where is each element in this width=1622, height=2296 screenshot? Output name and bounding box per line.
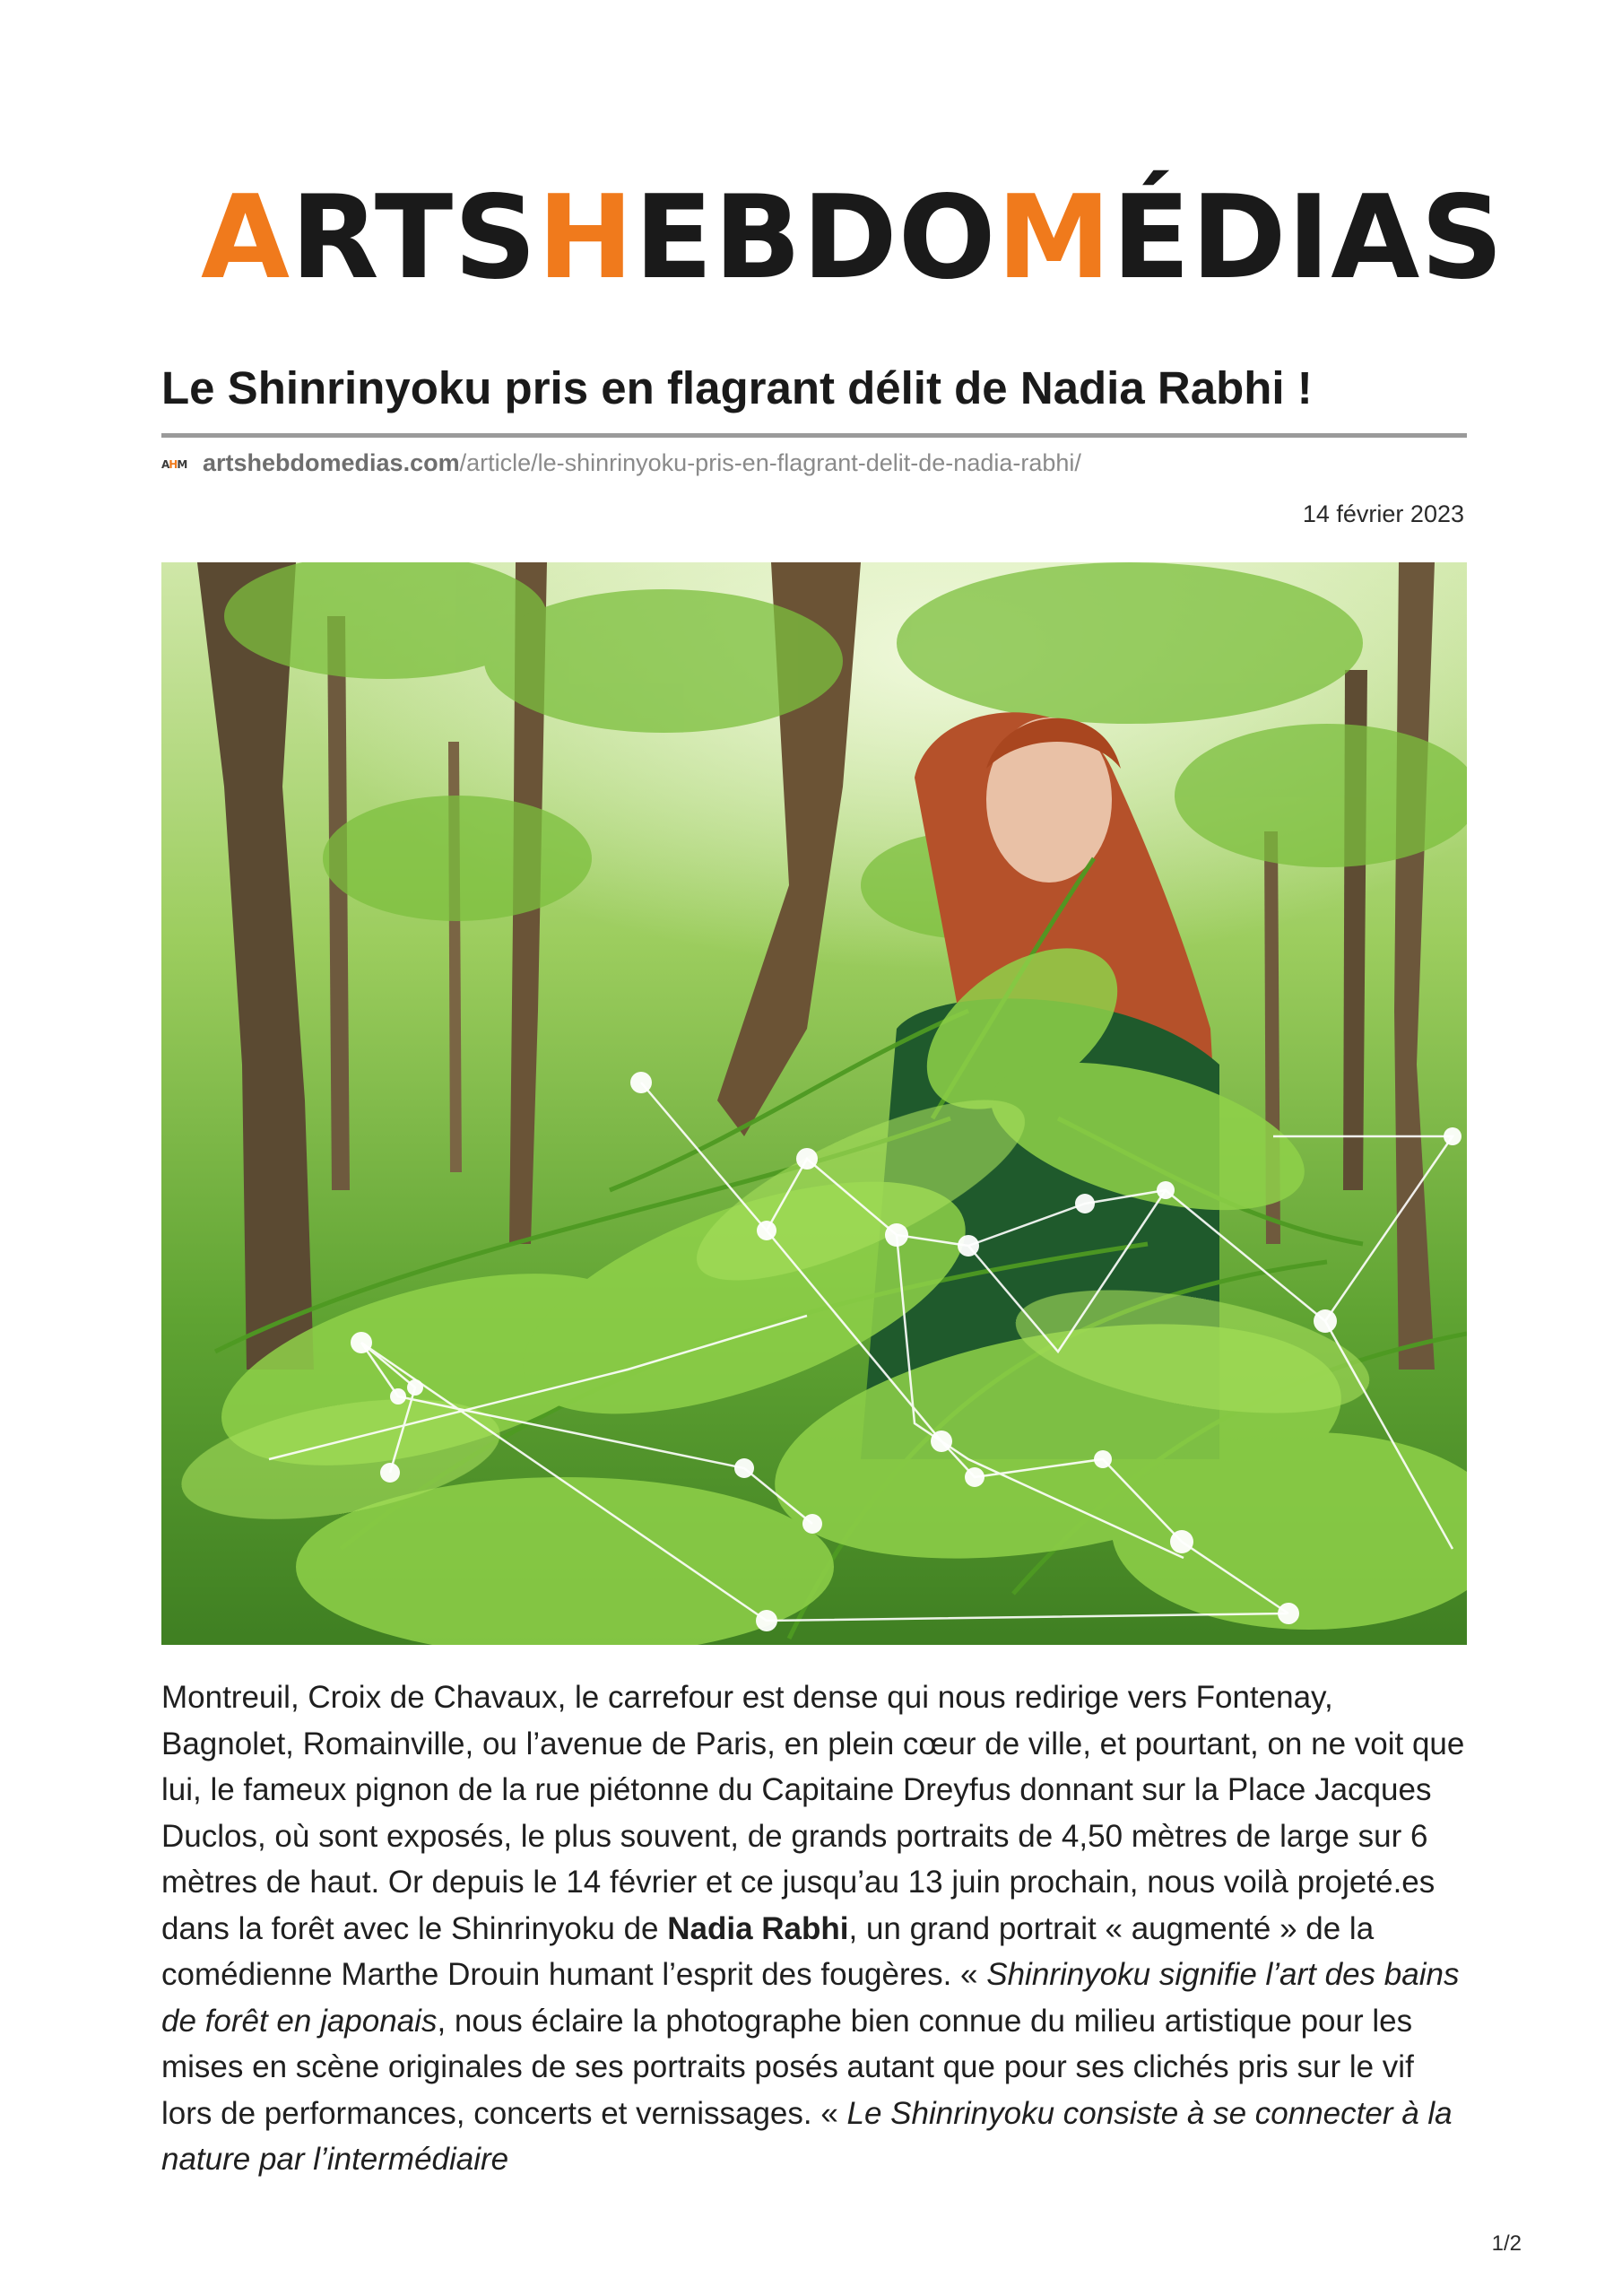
article-photo [161,562,1467,1645]
title-divider [161,433,1467,438]
source-path[interactable]: /article/le-shinrinyoku-pris-en-flagrant-delit-de-nadia-rabhi/ [459,449,1081,476]
article-paragraph [161,1674,1470,2183]
site-logo[interactable] [201,171,1505,305]
paragraph-run: Nadia Rabhi [667,1910,849,1946]
source-domain[interactable]: artshebdomedias.com [203,449,460,476]
logo-part: ÉDIAS [1111,171,1505,305]
article-title: Le Shinrinyoku pris en flagrant délit de Nadia Rabhi ! [161,362,1313,413]
logo-part: A [201,171,291,305]
paragraph-run: , nous éclaire la photographe bien connue du milieu artistique pour les mises en scène originales de ses portraits posés autant que pour ses clichés pris sur le vif lors de performances, concerts et vernissages. « [161,2003,1414,2131]
site-favicon-icon: AHM [161,457,187,471]
logo-part: M [996,171,1112,305]
logo-part: EBDO [634,171,997,305]
logo-part: RTS [291,171,538,305]
paragraph-run: Le Shinrinyoku consiste à se connecter à la nature par l’intermédiaire [161,2095,1453,2177]
logo-part: H [537,171,635,305]
page-number: 1/2 [1491,2231,1522,2256]
source-link[interactable] [161,445,1081,481]
paragraph-run: , un grand portrait « augmenté » de la comédienne Marthe Drouin humant l’esprit des fougères. « [161,1910,1375,1992]
paragraph-run: Shinrinyoku signifie l’art des bains de forêt en japonais [161,1957,1460,2039]
paragraph-run: Montreuil, Croix de Chavaux, le carrefour est dense qui nous redirige vers Fontenay, Bagnolet, Romainville, ou l’avenue de Paris, en plein cœur de ville, et pourtant, on ne voit que lui, le fameux pignon de la rue piétonne du Capitaine Dreyfus donnant sur la Place Jacques Duclos, où sont exposés, le plus souvent, de grands portraits de 4,50 mètres de large sur 6 mètres de haut. Or depuis le 14 février et ce jusqu’au 13 juin prochain, nous voilà projeté.es dans la forêt avec le Shinrinyoku de [161,1680,1465,1946]
forest-portrait-photo [161,562,1467,1645]
article-date: 14 février 2023 [1302,500,1464,527]
